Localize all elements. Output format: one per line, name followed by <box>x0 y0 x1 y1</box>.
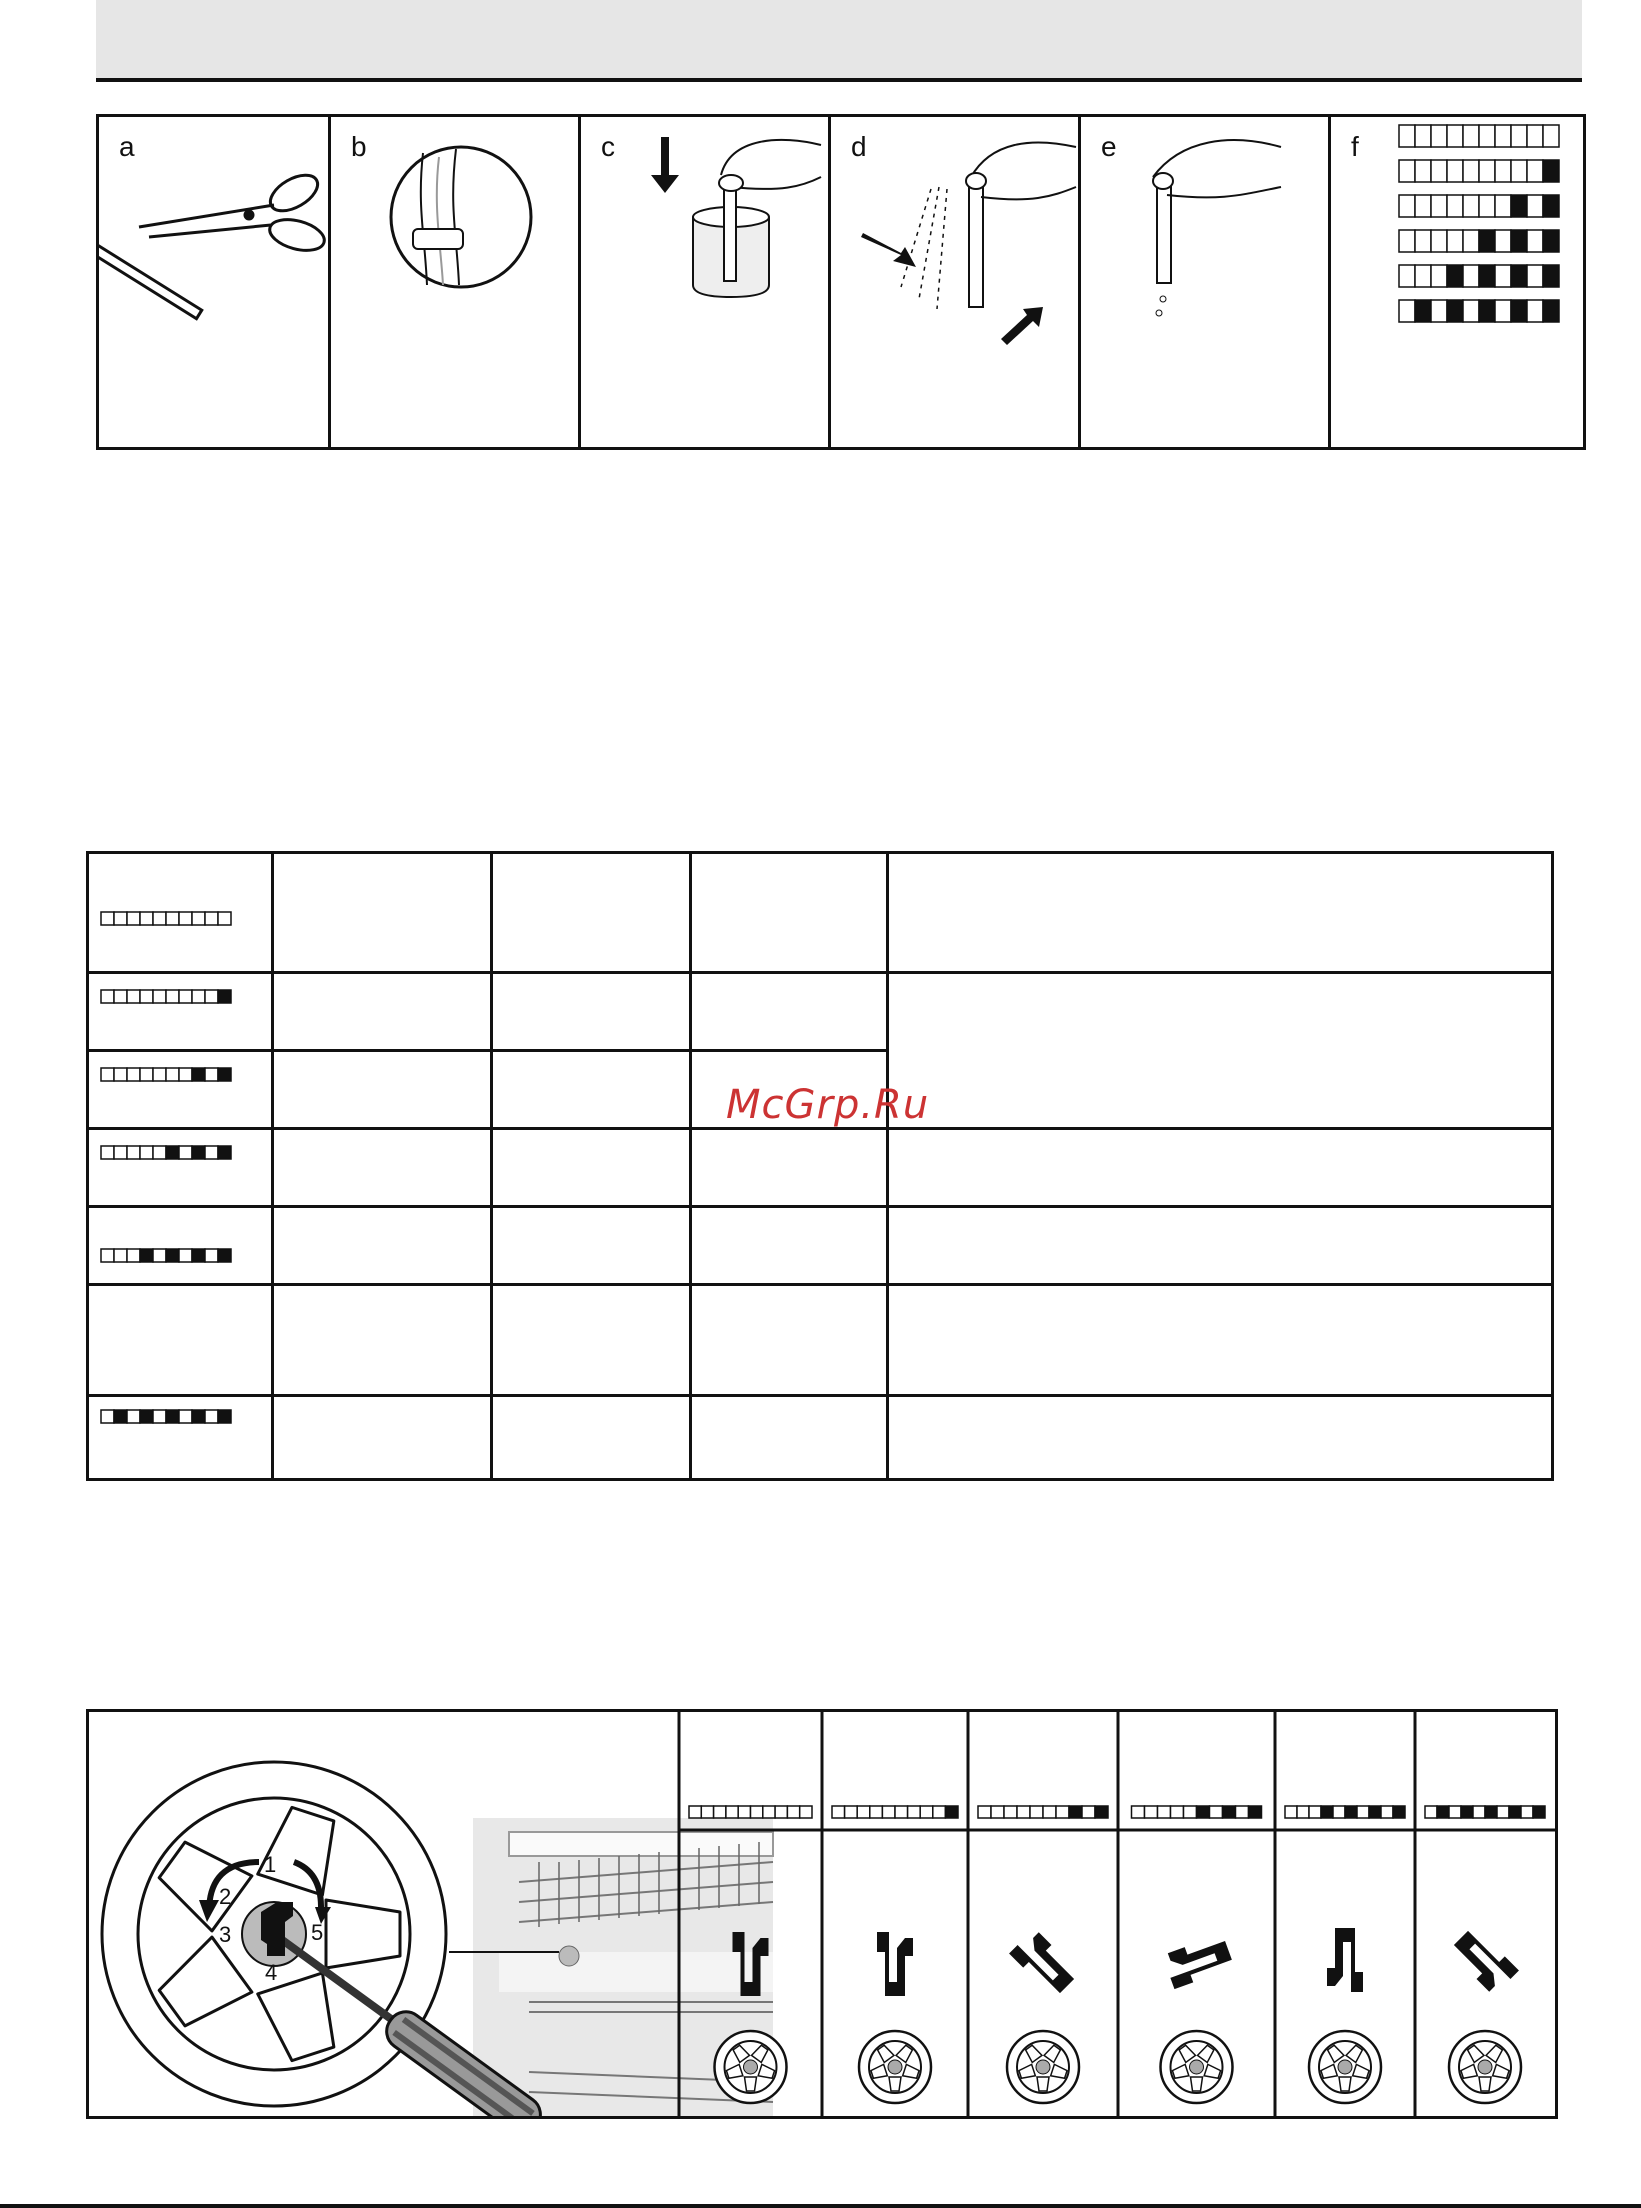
small-dial-5 <box>1449 2031 1521 2103</box>
panel-d <box>828 114 1081 450</box>
knob-position-3 <box>1162 1933 1234 1989</box>
dial-spoke <box>326 1900 400 1968</box>
settings-strip-5 <box>1425 1806 1545 1818</box>
strip-level-1 <box>1399 160 1559 182</box>
panel-label: f <box>1351 131 1359 162</box>
tap-water-illustration <box>331 117 584 453</box>
strip-level-0 <box>1399 125 1559 147</box>
strip-level-4 <box>1399 265 1559 287</box>
settings-strip-4 <box>1285 1806 1405 1818</box>
settings-strip-3 <box>1132 1806 1262 1818</box>
panel-e <box>1078 114 1331 450</box>
strip-level-2 <box>1399 195 1559 217</box>
table-strip-1 <box>101 990 231 1003</box>
table-strip-4 <box>101 1249 231 1262</box>
dial-settings-box <box>86 1709 1558 2119</box>
dial-position-3: 3 <box>219 1922 232 1947</box>
table-strip-column <box>89 854 269 1478</box>
settings-strip-0 <box>689 1806 812 1818</box>
knob-position-1 <box>877 1932 913 1996</box>
watermark: McGrp.Ru <box>726 1082 930 1128</box>
scissors-illustration <box>99 117 334 453</box>
table-strip-5 <box>101 1410 231 1423</box>
table-strip-0 <box>101 912 231 925</box>
hardness-table <box>86 851 1554 1481</box>
footer-rule <box>0 2204 1641 2208</box>
panel-b <box>328 114 581 450</box>
strip-level-5 <box>1399 300 1559 322</box>
knob-position-2 <box>1009 1928 1080 1999</box>
panel-label: b <box>351 131 367 162</box>
dial-position-1: 1 <box>264 1852 277 1877</box>
dial-position-2: 2 <box>219 1884 232 1909</box>
table-strip-3 <box>101 1146 231 1159</box>
small-dial-3 <box>1161 2031 1233 2103</box>
dial-position-4: 4 <box>265 1960 278 1985</box>
knob-position-5 <box>1448 1925 1519 1996</box>
panel-label: e <box>1101 131 1117 162</box>
small-dial-2 <box>1007 2031 1079 2103</box>
dip-strip-in-glass-illustration <box>581 117 834 453</box>
panel-label: d <box>851 131 867 162</box>
small-dial-4 <box>1309 2031 1381 2103</box>
panel-a <box>96 114 331 450</box>
panel-label: c <box>601 131 615 162</box>
small-dial-1 <box>859 2031 931 2103</box>
strip-level-3 <box>1399 230 1559 252</box>
panel-c <box>578 114 831 450</box>
small-dial-0 <box>715 2031 787 2103</box>
shake-strip-illustration <box>831 117 1084 453</box>
settings-strip-2 <box>978 1806 1108 1818</box>
dial-position-5: 5 <box>311 1920 324 1945</box>
settings-strip-1 <box>832 1806 958 1818</box>
panel-label: a <box>119 131 135 162</box>
header-band <box>96 0 1582 82</box>
table-strip-2 <box>101 1068 231 1081</box>
panel-f <box>1328 114 1586 450</box>
dial-settings-figure <box>89 1712 1555 2116</box>
knob-position-4 <box>1327 1928 1363 1992</box>
strip-color-chart <box>1331 117 1589 453</box>
wait-strip-illustration <box>1081 117 1334 453</box>
